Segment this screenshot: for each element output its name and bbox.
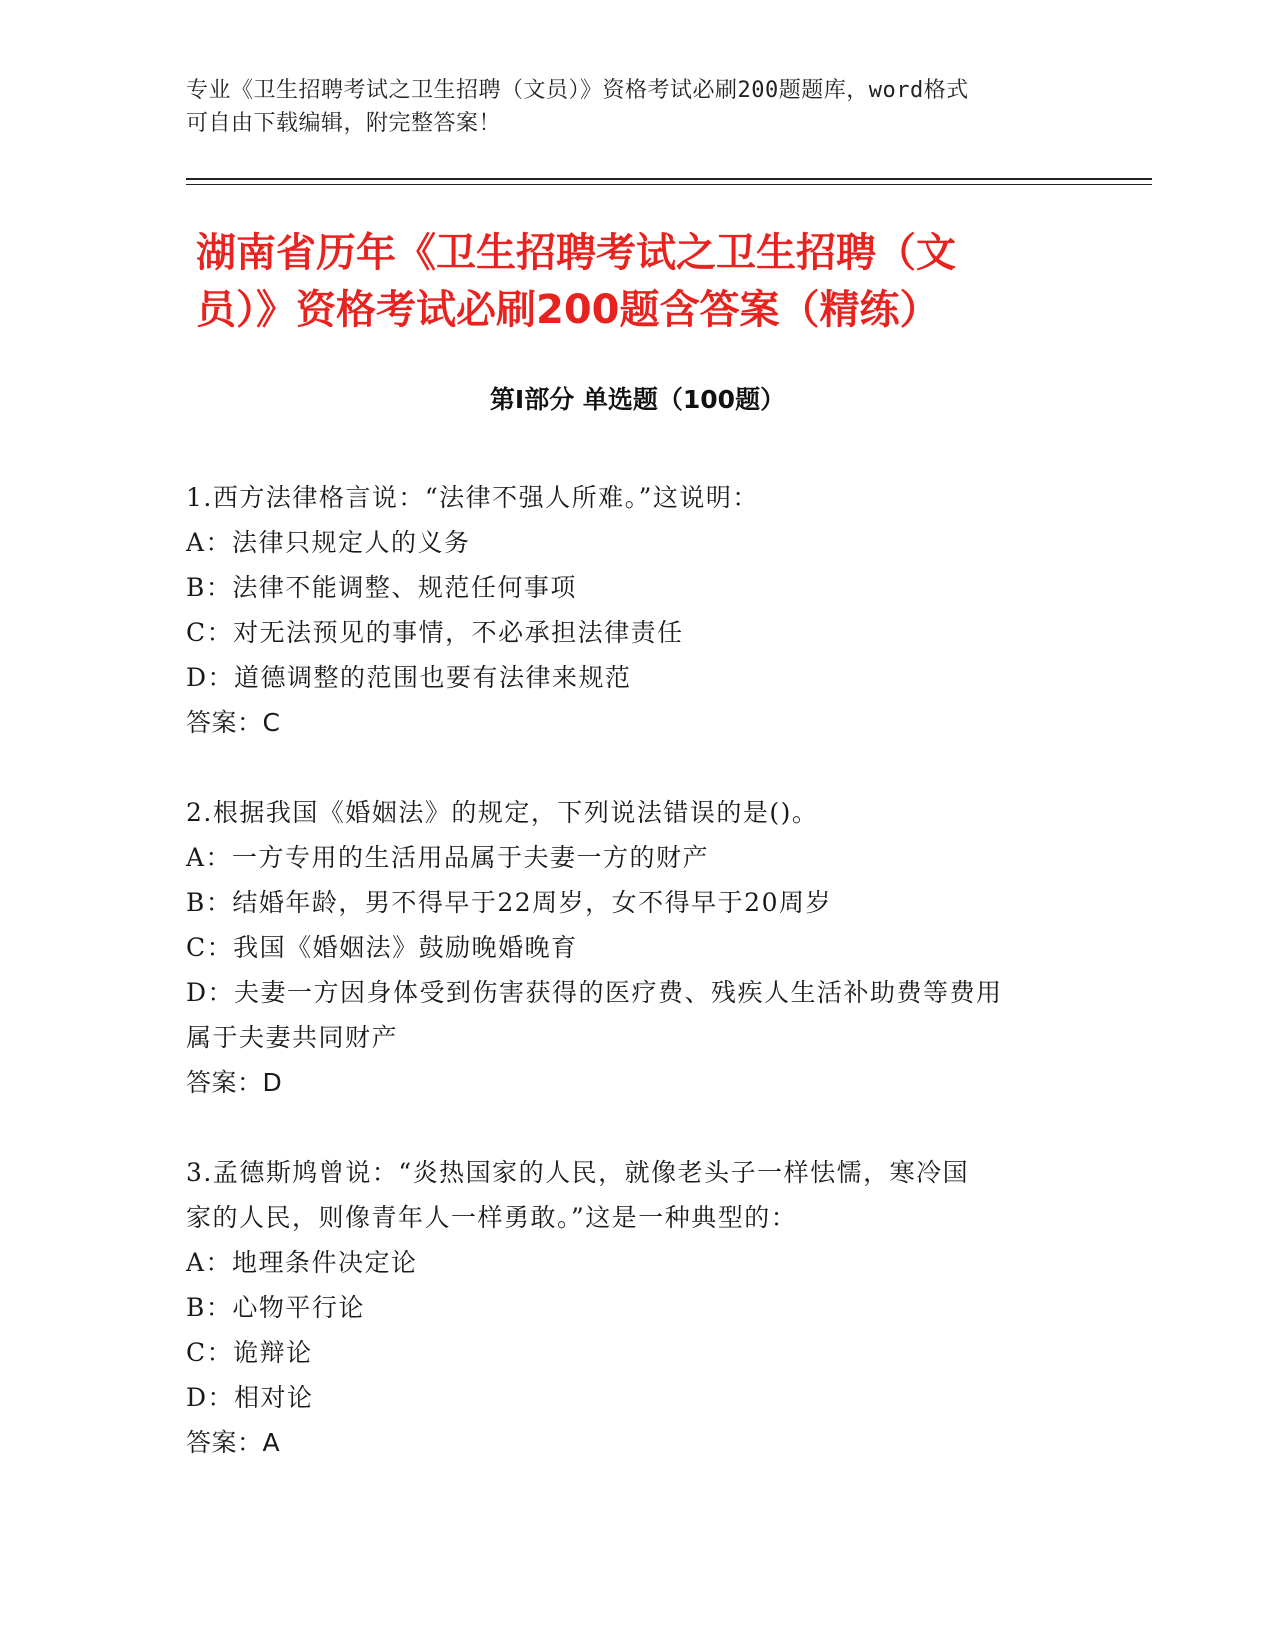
option-c: C：我国《婚姻法》鼓励晚婚晚育 (186, 933, 578, 962)
question-1 (186, 475, 1086, 745)
option-b: B：法律不能调整、规范任何事项 (186, 573, 577, 602)
header-note-line-2: 可自由下载编辑，附完整答案！ (186, 111, 502, 136)
header-note-line-1: 专业《卫生招聘考试之卫生招聘（文员）》资格考试必刷200题题库，word格式 (186, 78, 969, 103)
option-d: D：道德调整的范围也要有法律来规范 (186, 663, 632, 692)
answer-label: 答案：D (186, 1068, 283, 1097)
question-stem-continued: 家的人民，则像青年人一样勇敢。”这是一种典型的： (186, 1203, 798, 1232)
option-c: C：对无法预见的事情，不必承担法律责任 (186, 618, 684, 647)
option-d: D：夫妻一方因身体受到伤害获得的医疗费、残疾人生活补助费等费用 (186, 978, 1003, 1007)
document-title-line-2: 员）》资格考试必刷200题含答案（精练） (196, 287, 940, 333)
option-c: C：诡辩论 (186, 1338, 313, 1367)
question-stem: 2.根据我国《婚姻法》的规定，下列说法错误的是()。 (186, 798, 819, 827)
answer-label: 答案：A (186, 1428, 281, 1457)
document-title (196, 225, 1096, 339)
question-stem: 1.西方法律格言说：“法律不强人所难。”这说明： (186, 483, 759, 512)
section-title: 第Ⅰ部分 单选题（100题） (489, 385, 786, 414)
option-b: B：心物平行论 (186, 1293, 365, 1322)
option-d-continued: 属于夫妻共同财产 (186, 1023, 399, 1052)
question-stem: 3.孟德斯鸠曾说：“炎热国家的人民，就像老头子一样怯懦，寒冷国 (186, 1158, 970, 1187)
option-a: A：地理条件决定论 (186, 1248, 418, 1277)
question-3 (186, 1150, 1086, 1465)
option-d: D：相对论 (186, 1383, 314, 1412)
option-b: B：结婚年龄，男不得早于22周岁，女不得早于20周岁 (186, 888, 832, 917)
document-title-line-1: 湖南省历年《卫生招聘考试之卫生招聘（文 (196, 230, 956, 276)
header-divider-thin (186, 184, 1152, 185)
header-note (186, 74, 1066, 140)
answer-label: 答案：C (186, 708, 281, 737)
question-list (186, 475, 1086, 1510)
header-divider-thick (186, 178, 1152, 180)
option-a: A：法律只规定人的义务 (186, 528, 471, 557)
option-a: A：一方专用的生活用品属于夫妻一方的财产 (186, 843, 710, 872)
question-2 (186, 790, 1086, 1105)
